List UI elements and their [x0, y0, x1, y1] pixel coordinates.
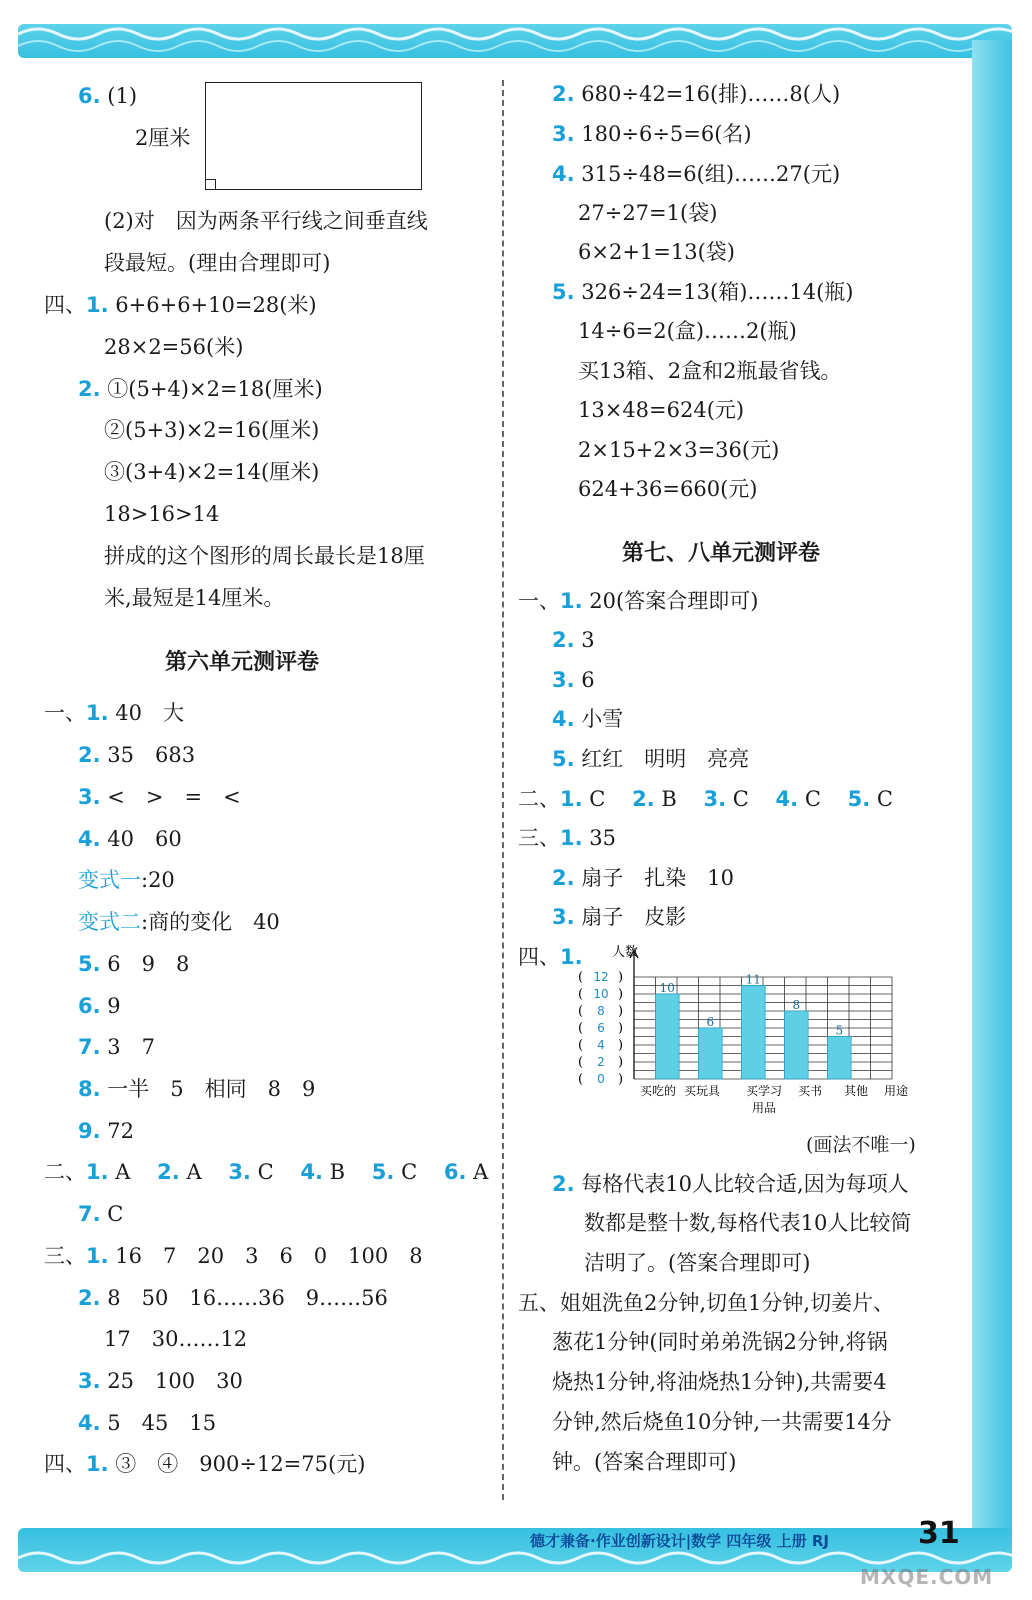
- u6-s1-l4: 4. 40 60: [78, 827, 182, 851]
- u6-variant2: 变式二:商的变化 40: [78, 910, 280, 934]
- r-q5d: 13×48=624(元): [578, 398, 745, 422]
- r-q5b: 14÷6=2(盒)……2(瓶): [578, 319, 797, 343]
- y-tick-paren-right: ): [618, 1004, 624, 1019]
- u78-s3-c1: 三、1. 35: [518, 826, 617, 850]
- r-q5e: 2×15+2×3=36(元): [578, 438, 780, 462]
- bar-value-label: 8: [792, 998, 801, 1012]
- y-tick-paren-left: (: [578, 970, 584, 985]
- u78-s1-a2: 2. 3: [552, 628, 595, 652]
- y-tick-paren-right: ): [618, 1021, 624, 1036]
- r-q4b: 27÷27=1(袋): [578, 201, 718, 225]
- u6-s1-l7: 7. 3 7: [78, 1035, 156, 1059]
- y-tick-paren-left: (: [578, 987, 584, 1002]
- u78-s4-d2b: 数都是整十数,每格代表10人比较简: [584, 1211, 912, 1235]
- s4-q2-line2: ②(5+3)×2=16(厘米): [104, 418, 320, 442]
- y-tick-paren-left: (: [578, 1004, 584, 1019]
- u6-s1-l2: 2. 35 683: [78, 743, 196, 767]
- y-tick-label: 4: [597, 1038, 605, 1052]
- y-tick-paren-left: (: [578, 1072, 584, 1087]
- u78-s4-d1: 四、1.: [518, 945, 583, 969]
- u6-s1-l1: 一、1. 40 大: [44, 701, 185, 725]
- y-tick-label: 8: [597, 1004, 605, 1018]
- u78-s3-c3: 3. 扇子 皮影: [552, 905, 687, 929]
- y-tick-label: 2: [597, 1055, 605, 1069]
- u6-variant1: 变式一:20: [78, 868, 175, 892]
- u6-s3-l1: 三、1. 16 7 20 3 6 0 100 8: [44, 1244, 423, 1268]
- u78-s5-e3: 烧热1分钟,将油烧热1分钟),共需要4: [552, 1370, 887, 1394]
- column-divider: [502, 80, 504, 1500]
- r-q5f: 624+36=660(元): [578, 477, 758, 501]
- u78-s1-a5: 5. 红红 明明 亮亮: [552, 747, 750, 771]
- u6-s3-l4: 4. 5 45 15: [78, 1411, 217, 1435]
- y-axis-label: 人数: [612, 945, 639, 960]
- s4-q2-line5: 拼成的这个图形的周长最长是18厘: [104, 544, 425, 568]
- u6-s3-l3: 3. 25 100 30: [78, 1369, 243, 1393]
- bar-chart: [572, 940, 912, 1125]
- u6-s1-l9: 9. 72: [78, 1119, 135, 1143]
- r-q3: 3. 180÷6÷5=6(名): [552, 122, 752, 146]
- u6-s3-l2b: 17 30……12: [104, 1327, 248, 1351]
- q6-line1: 6. (1): [78, 84, 138, 108]
- bar-value-label: 5: [835, 1023, 844, 1038]
- y-tick-paren-right: ): [618, 1055, 624, 1070]
- u78-s4-d2a: 2. 每格代表10人比较合适,因为每项人: [552, 1172, 909, 1196]
- rect-side-label: 2厘米: [135, 126, 191, 150]
- x-category-label: 买学习: [745, 1084, 783, 1098]
- y-tick-label: 6: [597, 1021, 605, 1035]
- u78-s2: 二、1. C 2. B 3. C 4. C 5. C: [518, 787, 893, 811]
- u6-s1-l8: 8. 一半 5 相同 8 9: [78, 1077, 316, 1101]
- r-q4a: 4. 315÷48=6(组)……27(元): [552, 162, 841, 186]
- u6-s2-line2: 7. C: [78, 1202, 124, 1226]
- u6-s4-l1: 四、1. ③ ④ 900÷12=75(元): [44, 1452, 366, 1476]
- y-tick-paren-left: (: [578, 1055, 584, 1070]
- bar-value-label: 11: [745, 972, 761, 987]
- r-q4c: 6×2+1=13(袋): [578, 240, 735, 264]
- bar: [785, 1011, 809, 1079]
- y-tick-label: 0: [597, 1072, 605, 1086]
- u78-s1-a1: 一、1. 20(答案合理即可): [518, 589, 759, 613]
- u78-s4-d2c: 洁明了。(答案合理即可): [584, 1251, 811, 1275]
- bar: [828, 1037, 852, 1080]
- page-number: 31: [918, 1516, 960, 1551]
- x-category-label: 买吃的: [639, 1084, 677, 1098]
- right-wave-border: [972, 40, 1012, 1550]
- x-category-label: 买玩具: [683, 1084, 721, 1098]
- u78-s5-e2: 葱花1分钟(同时弟弟洗锅2分钟,将锅: [552, 1330, 888, 1354]
- u78-s3-c2: 2. 扇子 扎染 10: [552, 866, 735, 890]
- y-tick-paren-right: ): [618, 970, 624, 985]
- y-tick-paren-left: (: [578, 1038, 584, 1053]
- y-tick-paren-right: ): [618, 987, 624, 1002]
- s4-q1-line2: 28×2=56(米): [104, 335, 244, 359]
- u6-s3-l2: 2. 8 50 16……36 9……56: [78, 1286, 388, 1310]
- right-angle-mark: [206, 179, 216, 189]
- y-tick-paren-left: (: [578, 1021, 584, 1036]
- bar: [656, 994, 680, 1079]
- s4-q2-line1: 2. ①(5+4)×2=18(厘米): [78, 377, 323, 401]
- bar: [699, 1028, 723, 1079]
- unit78-title: 第七、八单元测评卷: [622, 541, 821, 566]
- u6-s1-l5: 5. 6 9 8: [78, 952, 190, 976]
- s4-q2-line3: ③(3+4)×2=14(厘米): [104, 460, 320, 484]
- rectangle-figure: [205, 82, 422, 190]
- y-tick-paren-right: ): [618, 1072, 624, 1087]
- footer-book-title: 德才兼备·作业创新设计|数学 四年级 上册 RJ: [530, 1532, 829, 1550]
- r-q2: 2. 680÷42=16(排)……8(人): [552, 82, 841, 106]
- y-tick-label: 10: [593, 987, 609, 1001]
- x-category-label: 买书: [797, 1084, 823, 1098]
- u78-s5-e5: 钟。(答案合理即可): [552, 1450, 737, 1474]
- u78-s1-a3: 3. 6: [552, 668, 595, 692]
- u78-s1-a4: 4. 小雪: [552, 707, 624, 731]
- bar-value-label: 10: [659, 981, 675, 995]
- y-tick-label: 12: [593, 970, 609, 984]
- u78-s5-e4: 分钟,然后烧鱼10分钟,一共需要14分: [552, 1410, 892, 1434]
- x-category-label: 用品: [751, 1101, 777, 1115]
- q6-part2b: 段最短。(理由合理即可): [104, 251, 331, 275]
- u6-s2-line1: 二、1. A 2. A 3. C 4. B 5. C 6. A: [44, 1160, 489, 1184]
- u78-s5-e1: 五、姐姐洗鱼2分钟,切鱼1分钟,切姜片、: [518, 1291, 895, 1315]
- r-q5a: 5. 326÷24=13(箱)……14(瓶): [552, 280, 854, 304]
- top-wave-border: [18, 24, 1012, 58]
- x-category-label: 用途: [883, 1084, 909, 1098]
- unit6-title: 第六单元测评卷: [165, 650, 320, 675]
- bar-value-label: 6: [706, 1015, 715, 1029]
- watermark: MXQE.COM: [860, 1565, 994, 1589]
- s4-q2-line6: 米,最短是14厘米。: [104, 586, 285, 610]
- r-q5c: 买13箱、2盒和2瓶最省钱。: [578, 359, 842, 383]
- q6-part2a: (2)对 因为两条平行线之间垂直线: [104, 209, 428, 233]
- s4-q2-line4: 18>16>14: [104, 502, 220, 526]
- y-tick-paren-right: ): [618, 1038, 624, 1053]
- x-category-label: 其他: [843, 1084, 869, 1098]
- u6-s1-l3: 3. < > = <: [78, 785, 241, 809]
- s4-q1-line: 四、1. 6+6+6+10=28(米): [44, 293, 317, 317]
- u6-s1-l6: 6. 9: [78, 994, 121, 1018]
- chart-note: (画法不唯一): [806, 1134, 916, 1156]
- bar: [742, 986, 766, 1080]
